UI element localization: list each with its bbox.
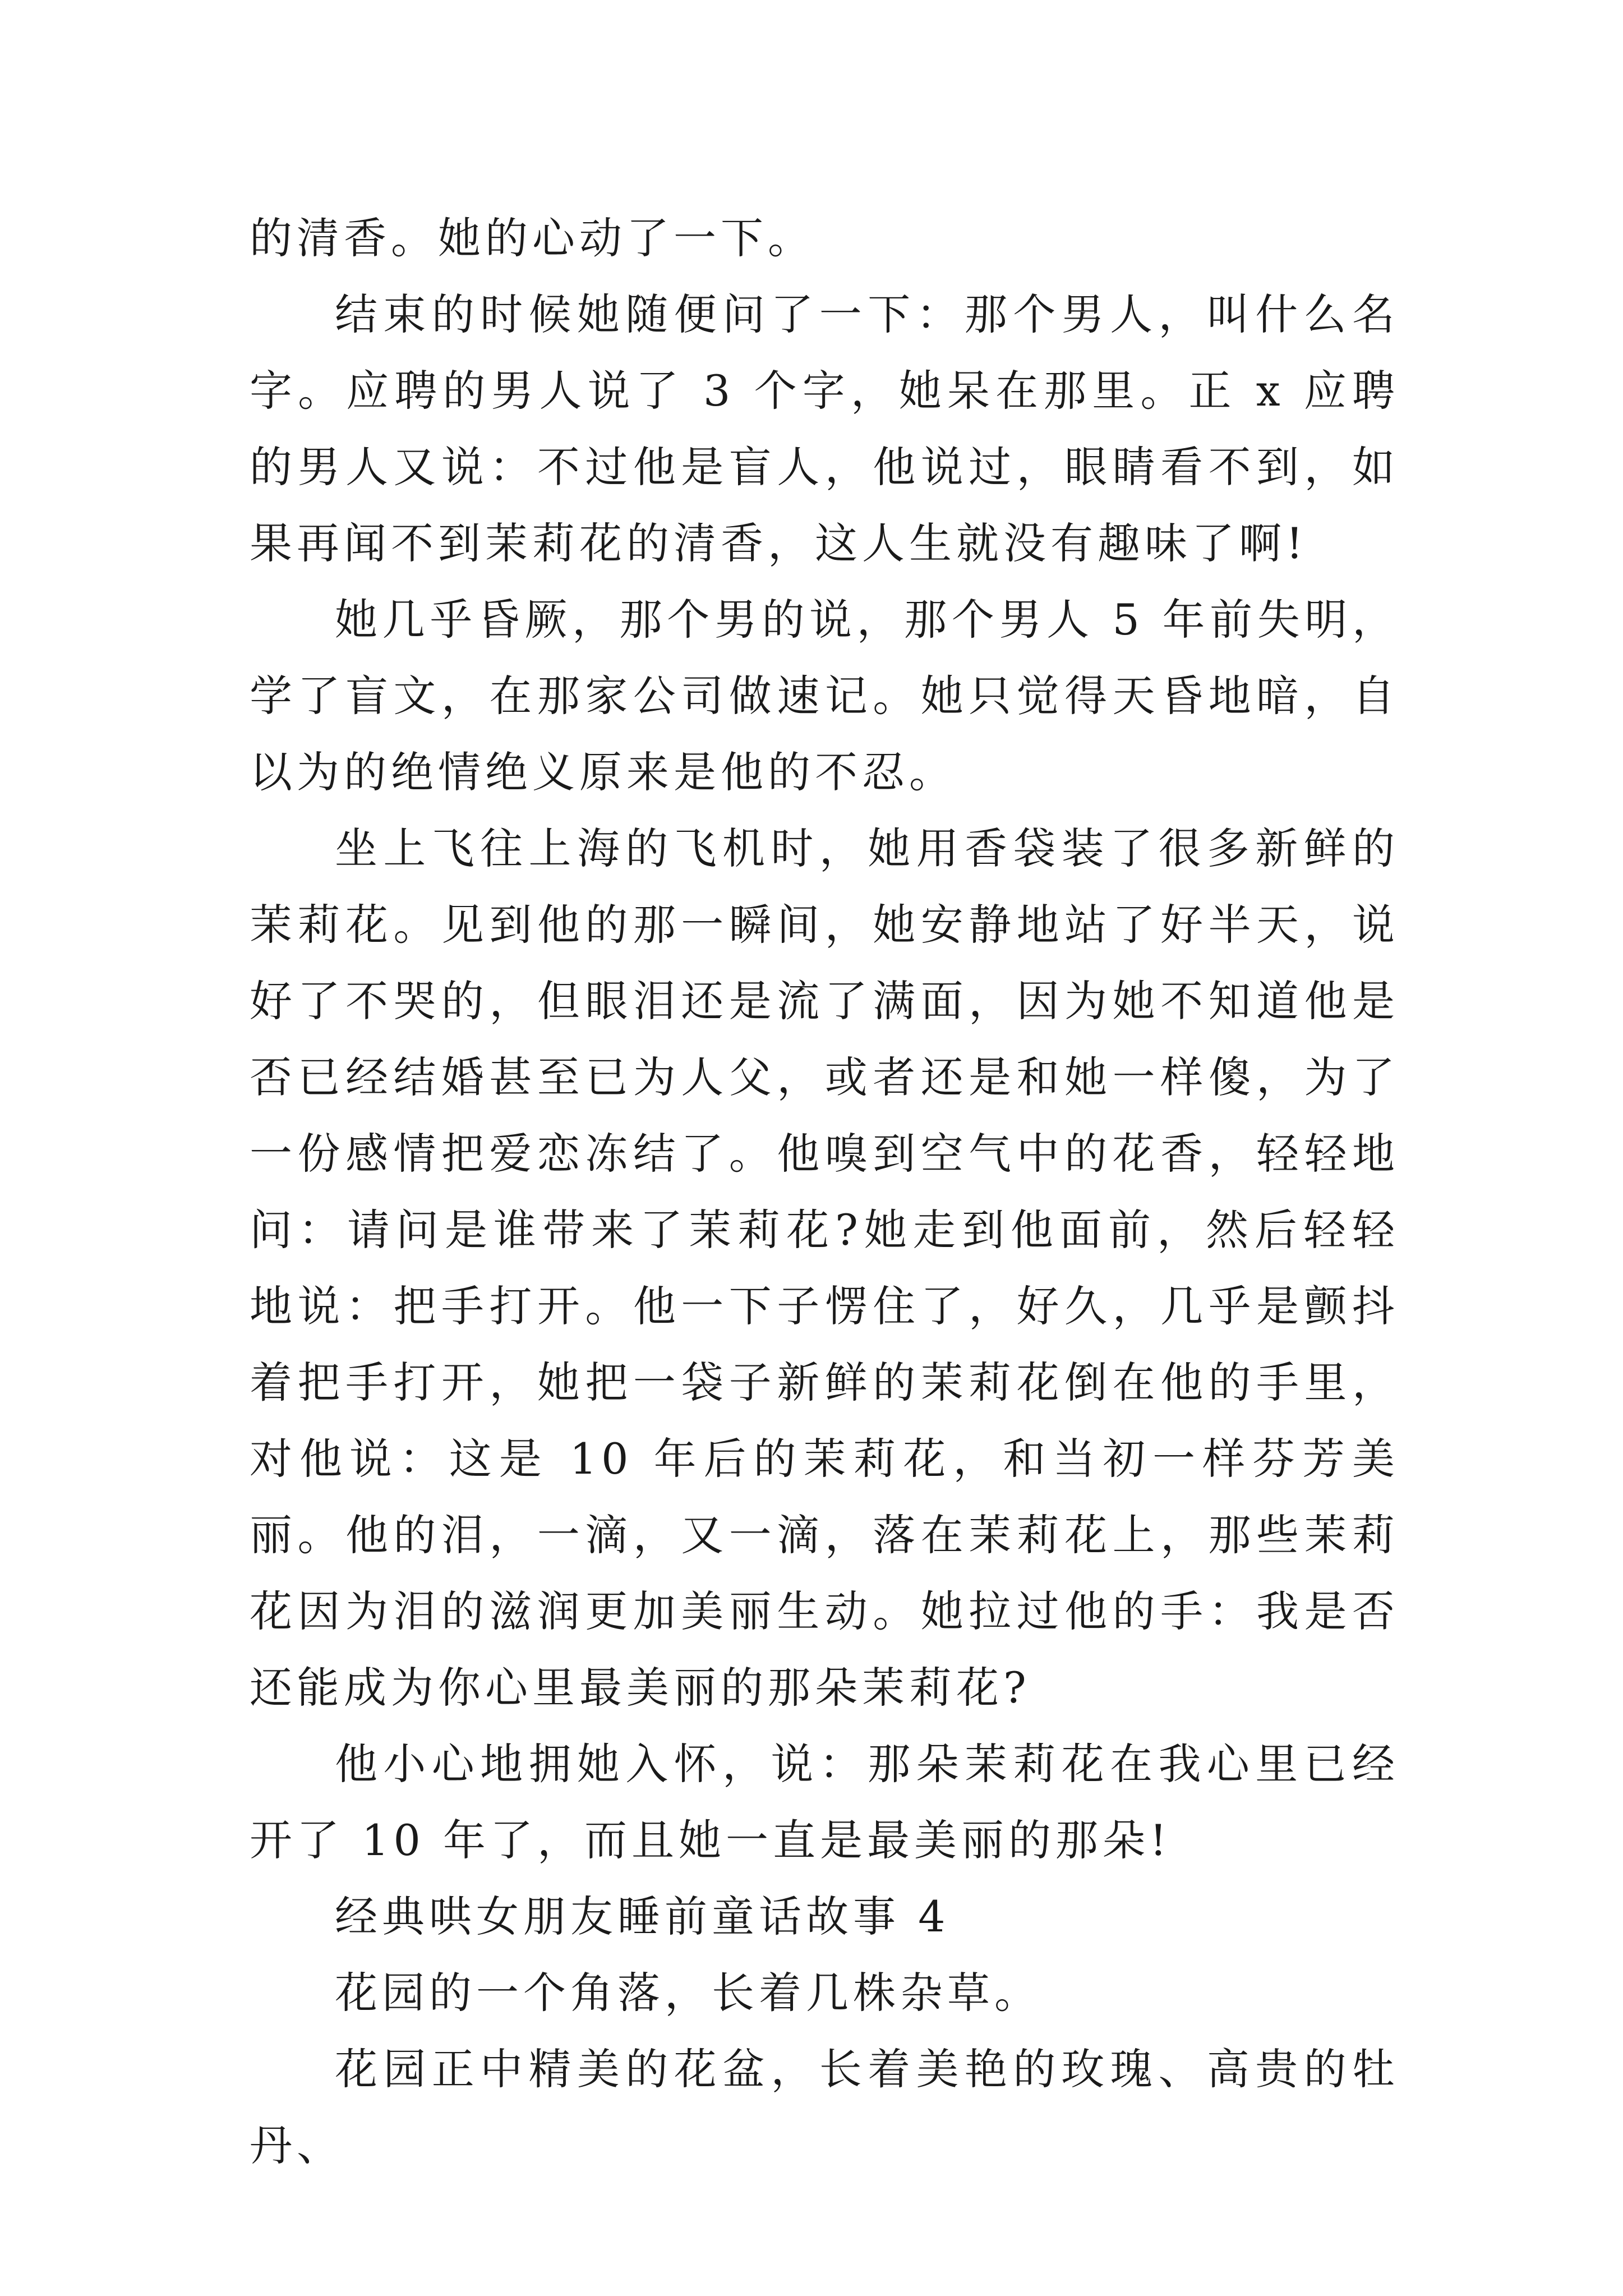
paragraph-3: 她几乎昏厥，那个男的说，那个男人 5 年前失明，学了盲文，在那家公司做速记。她只觉得天昏地暗，自以为的绝情绝义原来是他的不忍。 [250, 595, 1399, 797]
paragraph-6: 花园的一个角落，长着几株杂草。 [335, 1968, 1041, 2018]
paragraph-1: 的清香。她的心动了一下。 [250, 213, 815, 263]
paragraph-4: 坐上飞往上海的飞机时，她用香袋装了很多新鲜的茉莉花。见到他的那一瞬间，她安静地站了好半天，说好了不哭的，但眼泪还是流了满面，因为她不知道他是否已经结婚甚至已为人父，或者还是和她一样傻，为了一份感情把爱恋冻结了。他嗅到空气中的花香，轻轻地问：请问是谁带来了茉莉花?她走到他面前，然后轻轻地说：把手打开。他一下子愣住了，好久，几乎是颤抖着把手打开，她把一袋子新鲜的茉莉花倒在他的手里，对他说：这是 10 年后的茉莉花，和当初一样芬芳美丽。他的泪，一滴，又一滴，落在茉莉花上，那些茉莉花因为泪的滋润更加美丽生动。她拉过他的手：我是否还能成为你心里最美丽的那朵茉莉花? [250, 823, 1399, 1713]
section-heading: 经典哄女朋友睡前童话故事 4 [335, 1892, 950, 1941]
document-body [250, 200, 1399, 2184]
paragraph-7: 花园正中精美的花盆，长着美艳的玫瑰、高贵的牡丹、 [250, 2044, 1399, 2170]
paragraph-5: 他小心地拥她入怀，说：那朵茉莉花在我心里已经开了 10 年了，而且她一直是最美丽的那朵! [250, 1739, 1399, 1865]
paragraph-2: 结束的时候她随便问了一下：那个男人，叫什么名字。应聘的男人说了 3 个字，她呆在那里。正 x 应聘的男人又说：不过他是盲人，他说过，眼睛看不到，如果再闻不到茉莉花的清香，这人生就没有趣味了啊! [250, 289, 1399, 568]
